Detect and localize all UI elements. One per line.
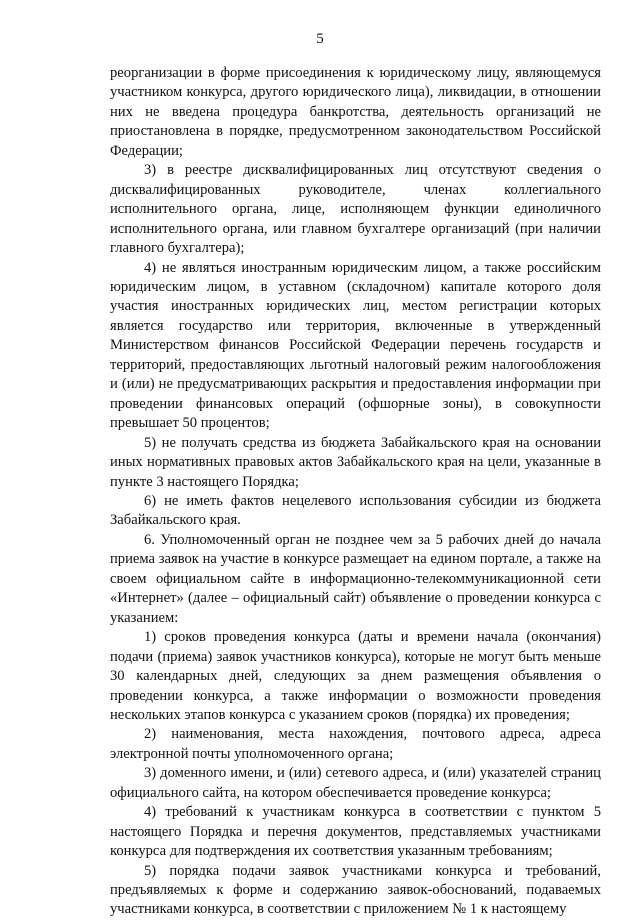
paragraph-subitem-4: 4) требований к участникам конкурса в соответствии с пунктом 5 настоящего Порядка и перечня документов, представляемых участниками конкурса для подтверждения их соответствия указанным требованиям; bbox=[110, 804, 601, 860]
paragraph-item-5: 5) не получать средства из бюджета Забайкальского края на основании иных нормативных правовых актов Забайкальского края на цели, указанные в пункте 3 настоящего Порядка; bbox=[110, 434, 601, 490]
document-body bbox=[110, 64, 601, 920]
paragraph-subitem-3: 3) доменного имени, и (или) сетевого адреса, и (или) указателей страниц официального сайта, на котором обеспечивается проведение конкурса; bbox=[110, 765, 601, 801]
paragraph-item-4: 4) не являться иностранным юридическим лицом, а также российским юридическим лицом, в уставном (складочном) капитале которого доля участия иностранных юридических лиц, местом регистрации которых является государство или территория, включенные в утвержденный Министерством финансов Российской Федерации перечень государств и территорий, предоставляющих льготный налоговый режим налогообложения и (или) не предусматривающих раскрытия и предоставления информации при проведении финансовых операций (офшорные зоны), в совокупности превышает 50 процентов; bbox=[110, 259, 601, 432]
paragraph-subitem-1: 1) сроков проведения конкурса (даты и времени начала (окончания) подачи (приема) заявок участников конкурса), которые не могут быть меньше 30 календарных дней, следующих за днем размещения объявления о проведении конкурса, а также информации о возможности проведения нескольких этапов конкурса с указанием сроков (порядка) их проведения; bbox=[110, 629, 601, 723]
paragraph-subitem-5: 5) порядка подачи заявок участниками конкурса и требований, предъявляемых к форме и содержанию заявок-обоснований, подаваемых участниками конкурса, в соответствии с приложением № 1 к настоящему bbox=[110, 862, 601, 918]
paragraph-subitem-2: 2) наименования, места нахождения, почтового адреса, адреса электронной почты уполномоченного органа; bbox=[110, 726, 601, 762]
paragraph-item-3: 3) в реестре дисквалифицированных лиц отсутствуют сведения о дисквалифицированных руководителе, членах коллегиального исполнительного органа, лице, исполняющем функции единоличного исполнительного органа, или главном бухгалтере организаций (при наличии главного бухгалтера); bbox=[110, 162, 601, 257]
paragraph-item-6: 6) не иметь фактов нецелевого использования субсидии из бюджета Забайкальского края. bbox=[110, 492, 601, 529]
page-number: 5 bbox=[316, 31, 324, 47]
paragraph-continuation: реорганизации в форме присоединения к юридическому лицу, являющемуся участником конкурса, другого юридического лица), ликвидации, в отношении них не введена процедура банкротства, деятельность организаций не приостановлена в порядке, предусмотренном законодательством Российской Федерации; bbox=[110, 65, 601, 159]
paragraph-section-6: 6. Уполномоченный орган не позднее чем за 5 рабочих дней до начала приема заявок на участие в конкурсе размещает на едином портале, а также на своем официальном сайте в информационно-телекоммуникационной сети «Интернет» (далее – официальный сайт) объявление о проведении конкурса с указанием: bbox=[110, 531, 601, 626]
